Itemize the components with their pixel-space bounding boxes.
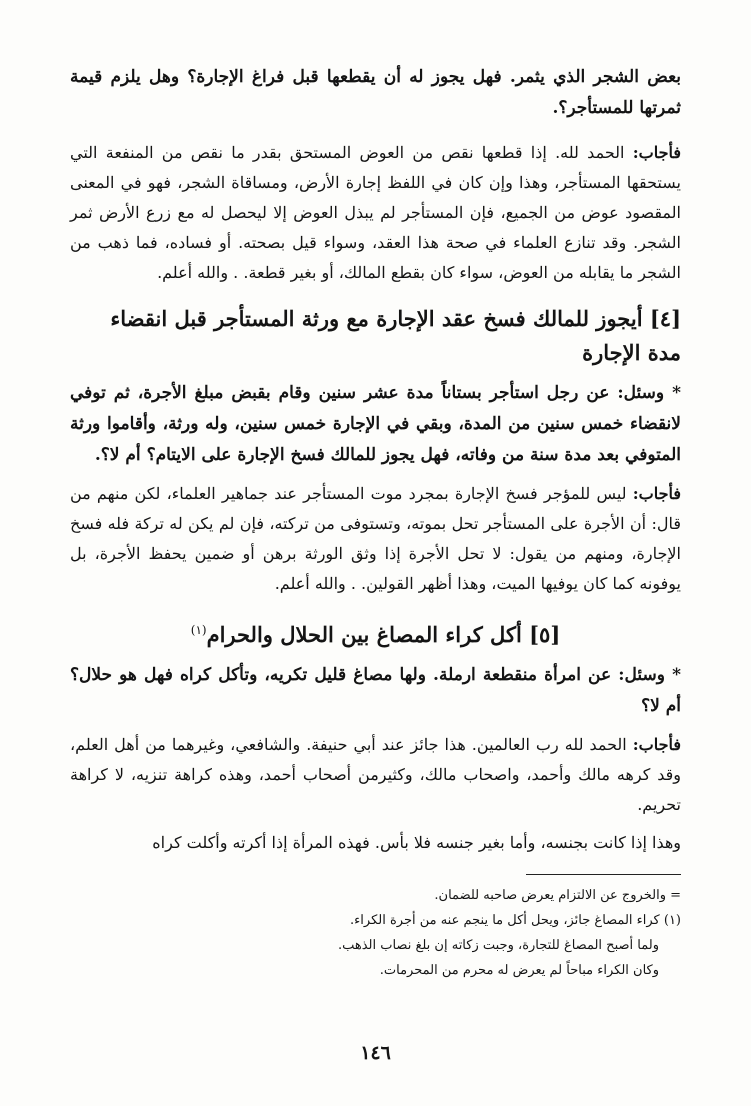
footnote-line-1: = والخروج عن الالتزام يعرض صاحبه للضمان. — [434, 888, 681, 903]
section-5-heading — [70, 613, 681, 652]
section-4-answer-label: فأجاب: — [632, 484, 682, 503]
section-4-answer — [70, 479, 681, 599]
section-5-title: [٥] أكل كراء المصاغ بين الحلال والحرام — [206, 622, 561, 647]
answer-1 — [70, 138, 681, 288]
section-4-question: * وسئل: عن رجل استأجر بستاناً مدة عشر سنين وقام بقبض مبلغ الأجرة، ثم توفي لانقضاء خمس سنين من المدة، وبقي في الإجارة خمس سنين، وله ورثة، وأقاموا ورثة المتوفي بعد مدة سنة من وفاته، فهل يجوز للمالك فسخ الإجارة على الايتام؟ أم لا؟. — [70, 383, 681, 465]
page-number: ١٤٦ — [360, 1042, 391, 1064]
footnote-ref-1: (١) — [190, 623, 207, 637]
section-5-answer — [70, 730, 681, 820]
section-5-answer-label: فأجاب: — [632, 735, 681, 754]
section-4-answer-text: ليس للمؤجر فسخ الإجارة بمجرد موت المستأجر عند جماهير العلماء، لكن منهم من قال: أن الأجرة على المستأجر تحل بموته، وتستوفى من تركته، فإن لم يكن له تركة فله فسخ الإجارة، ومنهم من يقول: لا تحل الأجرة إذا وثق الورثة برهن أو ضمين يحفظ الأجرة، بل يوفونه كما كان يوفيها الميت، وهذا أظهر القولين. . والله أعلم. — [70, 484, 681, 593]
section-4-heading: [٤] أيجوز للمالك فسخ عقد الإجارة مع ورثة المستأجر قبل انقضاء مدة الإجارة — [110, 306, 681, 365]
section-5-continuation: وهذا إذا كانت بجنسه، وأما بغير جنسه فلا بأس. فهذه المرأة إذا أكرته وأكلت كراه — [152, 833, 681, 852]
footnote-line-2: (١) كراء المصاغ جائز، ويحل أكل ما ينجم عنه من أجرة الكراء. — [350, 913, 681, 928]
footnote-line-3: ولما أصبح المصاغ للتجارة، وجبت زكاته إن بلغ نصاب الذهب. — [337, 938, 659, 953]
section-5-answer-text: الحمد لله رب العالمين. هذا جائز عند أبي حنيفة. والشافعي، وغيرهما من أهل العلم، وقد كرهه مالك وأحمد، واصحاب مالك، وكثيرمن أصحاب أحمد، وهذه كراهة تنزيه، لا كراهة تحريم. — [70, 735, 681, 814]
page-body — [70, 62, 681, 983]
top-question: بعض الشجر الذي يثمر. فهل يجوز له أن يقطعها قبل فراغ الإجارة؟ وهل يلزم قيمة ثمرتها للمستأجر؟. — [70, 67, 681, 118]
answer-1-text: الحمد لله. إذا قطعها نقص من العوض المستحق بقدر ما نقص من المنفعة التي يستحقها المستأجر، وهذا وإن كان في اللفظ إجارة الأرض، ومساقاة الشجر، فهو في المعنى المقصود عوض من الجميع، فإن المستأجر لم يبذل العوض إلا ليحصل له مع زرع الأرض ثمر الشجر. وقد تنازع العلماء في صحة هذا العقد، وسواء قيل بصحته. أو فساده، فما ذهب من الشجر ما يقابله من العوض، سواء كان بقطع المالك، أو بغير قطعة. . والله أعلم. — [70, 143, 681, 282]
answer-1-label: فأجاب: — [632, 143, 681, 162]
footnote-line-4: وكان الكراء مباحاً لم يعرض له محرم من المحرمات. — [379, 963, 659, 978]
footnote-divider — [526, 874, 681, 875]
section-5-question: * وسئل: عن امرأة منقطعة ارملة. ولها مصاغ قليل تكريه، وتأكل كراه فهل هو حلال؟ أم لا؟ — [70, 665, 681, 716]
